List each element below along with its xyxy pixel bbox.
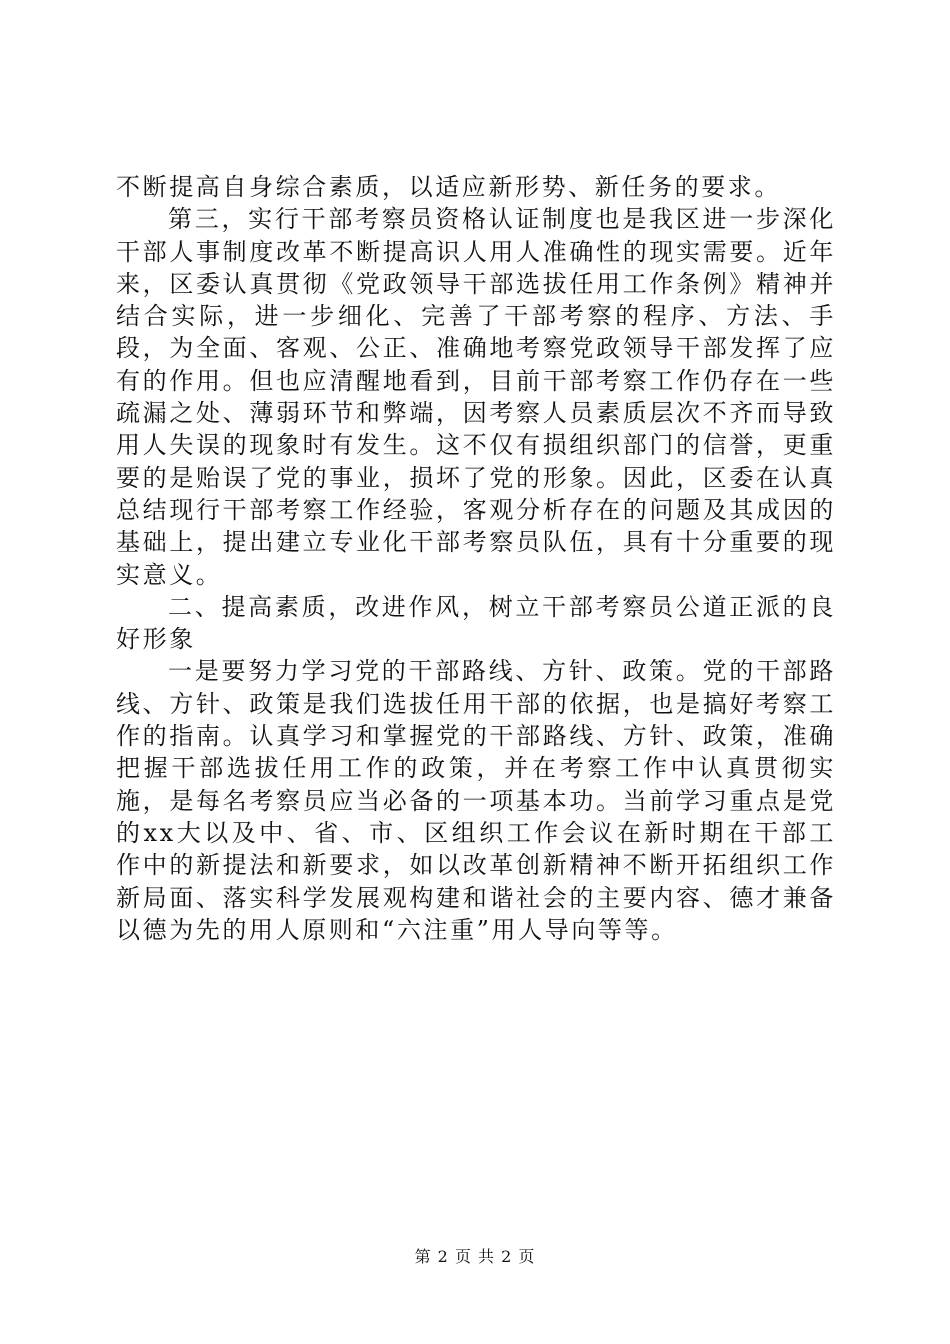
page-footer: 第 2 页 共 2 页	[414, 1247, 536, 1266]
document-body	[116, 171, 836, 946]
paragraph-point-one: 一是要努力学习党的干部路线、方针、政策。党的干部路线、方针、政策是我们选拔任用干部的依据，也是搞好考察工作的指南。认真学习和掌握党的干部路线、方针、政策，准确把握干部选拔任用工作的政策，并在考察工作中认真贯彻实施，是每名考察员应当必备的一项基本功。当前学习重点是党的xx大以及中、省、市、区组织工作会议在新时期在干部工作中的新提法和新要求，如以改革创新精神不断开拓组织工作新局面、落实科学发展观构建和谐社会的主要内容、德才兼备以德为先的用人原则和“六注重”用人导向等等。	[116, 657, 836, 944]
paragraph-third-point: 第三，实行干部考察员资格认证制度也是我区进一步深化干部人事制度改革不断提高识人用人准确性的现实需要。近年来，区委认真贯彻《党政领导干部选拔任用工作条例》精神并结合实际，进一步细化、完善了干部考察的程序、方法、手段，为全面、客观、公正、准确地考察党政领导干部发挥了应有的作用。但也应清醒地看到，目前干部考察工作仍存在一些疏漏之处、薄弱环节和弊端，因考察人员素质层次不齐而导致用人失误的现象时有发生。这不仅有损组织部门的信誉，更重要的是贻误了党的事业，损坏了党的形象。因此，区委在认真总结现行干部考察工作经验，客观分析存在的问题及其成因的基础上，提出建立专业化干部考察员队伍，具有十分重要的现实意义。	[116, 205, 836, 589]
paragraph-continuation: 不断提高自身综合素质，以适应新形势、新任务的要求。	[116, 173, 781, 201]
section-two-heading: 二、提高素质，改进作风，树立干部考察员公道正派的良好形象	[116, 592, 836, 654]
